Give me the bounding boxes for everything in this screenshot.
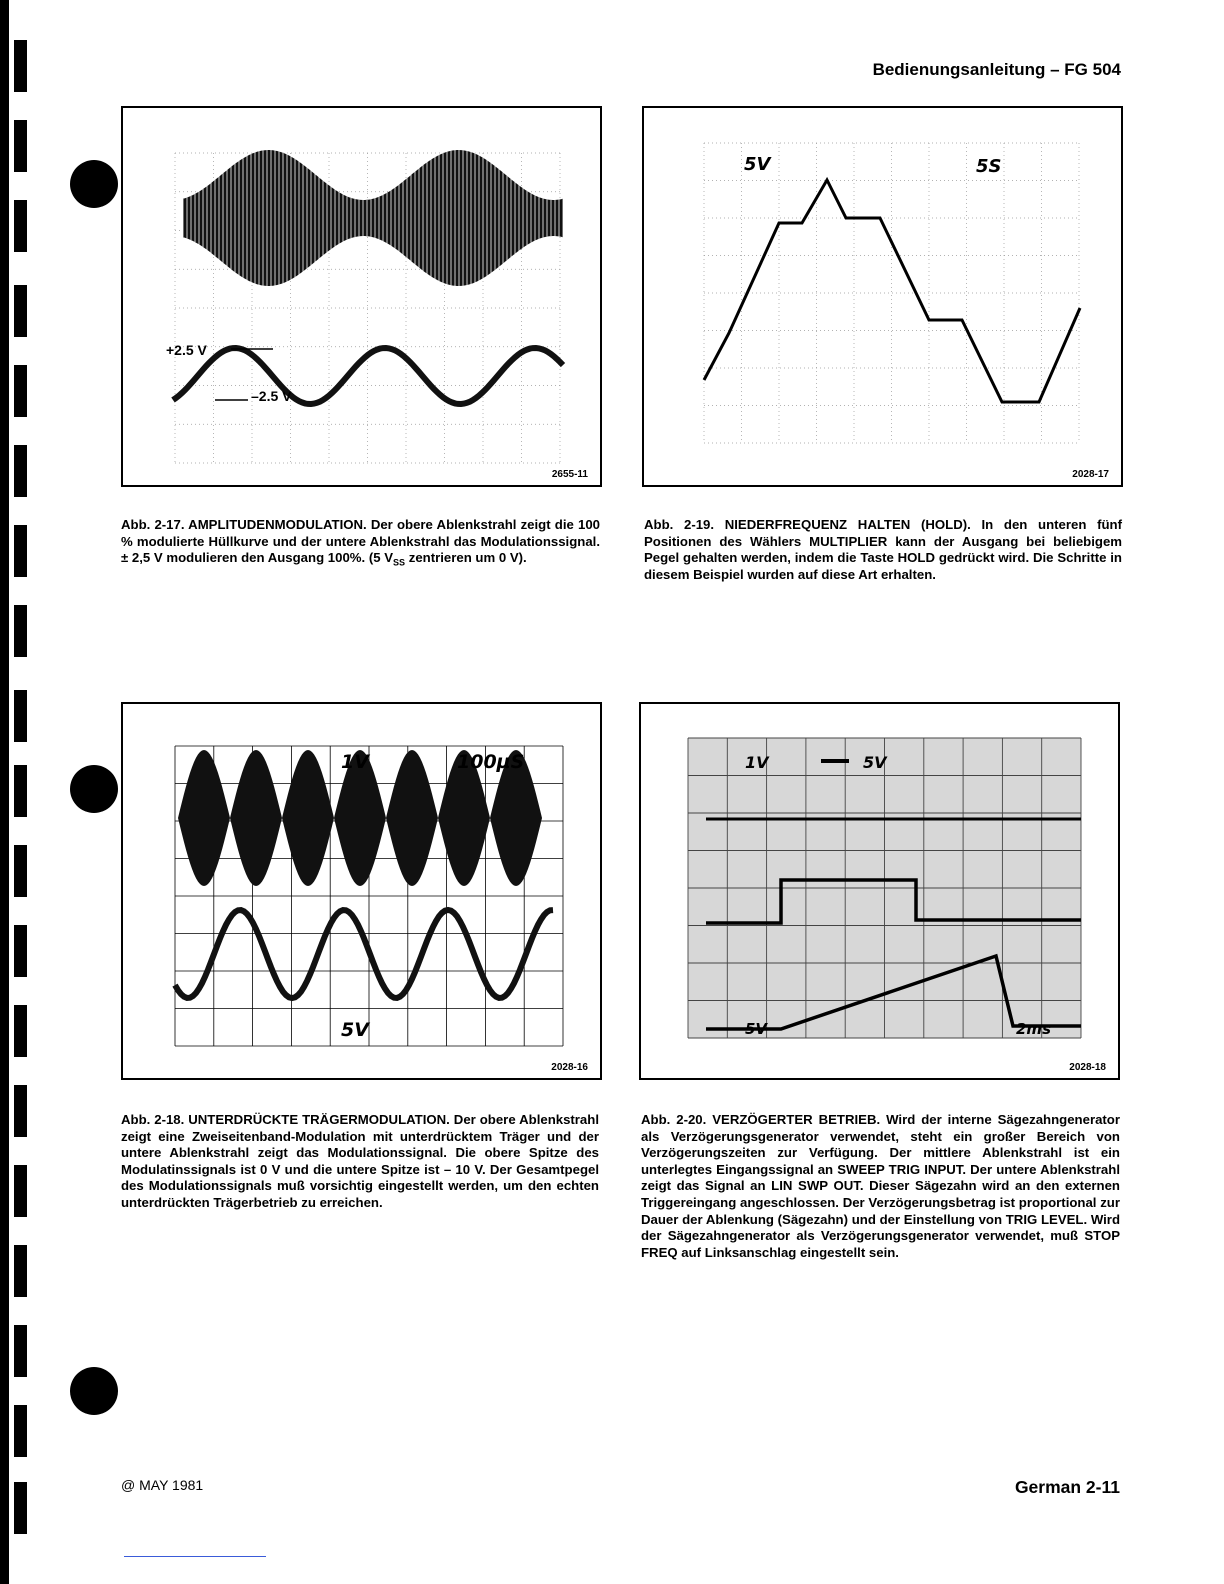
page-header: Bedienungsanleitung – FG 504 (872, 60, 1121, 79)
lower-left-label: 5V (745, 1020, 768, 1038)
binding-mark (14, 845, 27, 897)
figure-2-17 (121, 106, 602, 487)
binding-mark (14, 445, 27, 497)
label-minus: –2.5 V (251, 388, 292, 404)
caption-2-17: Abb. 2-17. AMPLITUDENMODULATION. Der obere Ablenkstrahl zeigt die 100 % modulierte Hüllkurve und der untere Ablenkstrahl das Modulationssignal. ± 2,5 V modulieren den Ausgang 100%. (5 $V_{SS}$ zentrieren um 0 V). (121, 517, 600, 568)
binding-mark (14, 605, 27, 657)
binding-mark (14, 200, 27, 252)
lower-right-label: 2ms (1016, 1020, 1051, 1038)
binding-mark (14, 365, 27, 417)
staircase-trace (704, 180, 1080, 402)
binding-mark (14, 690, 27, 742)
label-plus: +2.5 V (166, 342, 207, 358)
figure-id: 2028-18 (1069, 1062, 1106, 1073)
page-number: German 2-11 (1014, 1477, 1120, 1497)
binding-mark (14, 285, 27, 337)
decorative-underline (124, 1556, 266, 1557)
binding-mark (14, 1085, 27, 1137)
binding-mark (14, 1165, 27, 1217)
figure-id: 2655-11 (551, 469, 588, 480)
binding-mark (14, 40, 27, 92)
binding-edge (0, 0, 9, 1584)
punch-hole (70, 765, 118, 813)
am-envelope-trace (183, 150, 563, 286)
time-div-label: 5V (863, 753, 887, 772)
binding-mark (14, 1405, 27, 1457)
oscillogram-hold (644, 108, 1121, 485)
footer-date: @ MAY 1981 (121, 1477, 204, 1493)
binding-mark (14, 1325, 27, 1377)
time-div-label: 5S (976, 156, 1002, 177)
volt-div-label: 5V (744, 154, 771, 175)
punch-hole (70, 160, 118, 208)
caption-2-19: Abb. 2-19. NIEDERFREQUENZ HALTEN (HOLD). In den unteren fünf Positionen des Wählers MULTIPLIER kann der Ausgang bei beliebigem Pegel gehalten werden, indem die Taste HOLD gedrückt wird. Die Schritte in diesem Beispiel wurden auf diese Art erhalten. (644, 517, 1122, 582)
oscillogram-am (123, 108, 600, 485)
caption-2-18: Abb. 2-18. UNTERDRÜCKTE TRÄGERMODULATION. Der obere Ablenkstrahl zeigt eine Zweiseitenband-Modulation mit unterdrücktem Träger und der untere Ablenkstrahl zeigt das Modulationssignal. Die obere Spitze des Modulatinssignals ist 0 V und die untere Spitze ist – 10 V. Der Gesamtpegel des Modulationssignals muß vorsichtig eingestellt werden, um den echten unterdrückten Trägerbetrieb zu erreichen. (121, 1112, 599, 1210)
modulation-signal-trace (173, 348, 563, 404)
binding-mark (14, 925, 27, 977)
time-div-label: 100µS (457, 751, 525, 773)
figure-id: 2028-17 (1072, 469, 1109, 480)
figure-2-19 (642, 106, 1123, 487)
volt-div-label: 1V (341, 751, 369, 773)
binding-mark (14, 525, 27, 577)
binding-mark (14, 765, 27, 817)
binding-mark (14, 1005, 27, 1057)
punch-hole (70, 1367, 118, 1415)
figure-id: 2028-16 (551, 1062, 588, 1073)
oscillogram-delay (641, 704, 1118, 1078)
oscillogram-dsb (123, 704, 600, 1078)
modulation-signal-trace (175, 910, 553, 998)
figure-2-18 (121, 702, 602, 1080)
figure-2-20 (639, 702, 1120, 1080)
volt-div-label: 1V (745, 753, 769, 772)
binding-mark (14, 1482, 27, 1534)
lower-volt-label: 5V (341, 1019, 369, 1041)
binding-mark (14, 120, 27, 172)
caption-2-20: Abb. 2-20. VERZÖGERTER BETRIEB. Wird der interne Sägezahngenerator als Verzögerungsgenerator verwendet, steht ein großer Bereich von Verzögerungszeiten zur Verfügung. Der mittlere Ablenkstrahl ist ein unterlegtes Eingangssignal an SWEEP TRIG INPUT. Der untere Ablenkstrahl zeigt das Signal an LIN SWP OUT. Dieser Sägezahn wird an den externen Triggereingang angeschlossen. Der Verzögerungsbetrag ist proportional zur Dauer der Ablenkung (Sägezahn) und der Einstellung von TRIG LEVEL. Wird der Sägezahngenerator als Verzögerungsgenerator verwendet, muß STOP FREQ auf Linksanschlag eingestellt sein. (641, 1112, 1120, 1260)
binding-mark (14, 1245, 27, 1297)
